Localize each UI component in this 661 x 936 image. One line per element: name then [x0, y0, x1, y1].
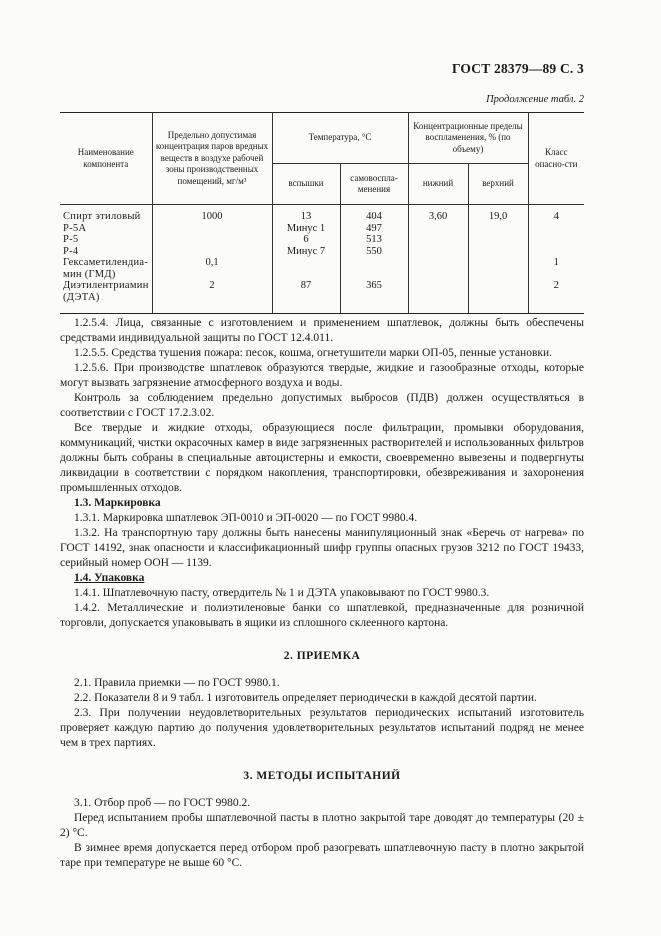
col-header-class: Класс опасно-сти: [528, 113, 584, 205]
paragraph: 2.2. Показатели 8 и 9 табл. 1 изготовитель определяет периодически в каждой десятой партии.: [74, 692, 537, 704]
table-cell-low: 3,60: [408, 205, 468, 223]
paragraph: Перед испытанием пробы шпатлевочной пасты в плотно закрытой таре доводят до температуры (20 ± 2) °С.: [60, 812, 584, 839]
table-cell-flash: Минус 7: [272, 246, 340, 258]
col-header-concentration: Концентрационные пределы воспламенения, % (по объему): [408, 113, 528, 164]
paragraph: Контроль за соблюдением предельно допустимых выбросов (ПДВ) должен осуществляться в соответствии с ГОСТ 17.2.3.02.: [60, 392, 584, 419]
table-row: [60, 257, 584, 269]
table-cell-flash: [272, 269, 340, 281]
paragraph: 2.1. Правила приемки — по ГОСТ 9980.1.: [74, 677, 280, 689]
table-cell-flash: [272, 257, 340, 269]
section-heading: 2. ПРИЕМКА: [283, 650, 361, 662]
table-cell-high: [468, 280, 528, 292]
paragraph: Все твердые и жидкие отходы, образующиеся после фильтрации, промывки оборудования, коммуникаций, чистки окрасочных камер в виде загрязненных растворителей и использованных фильтров должны быть собраны в специальные автоцистерны и емкости, своевременно вывезены и подвергнуты ликвидации в соответствии с порядком накопления, транспортировки, обезвреживания и захоронения промышленных отходов.: [60, 422, 584, 494]
table-cell-high: [468, 292, 528, 314]
table-cell-cls: 1: [528, 257, 584, 269]
col-header-selfignition: самовоспла-менения: [340, 164, 408, 205]
table-cell-cls: [528, 223, 584, 235]
table-cell-limit: [152, 292, 272, 314]
paragraph: 1.2.5.5. Средства тушения пожара: песок, кошма, огнетушители марки ОП-05, пенные установки.: [74, 347, 552, 359]
table-cell-flash: 6: [272, 234, 340, 246]
subsection-heading: 1.4. Упаковка: [74, 572, 145, 584]
col-header-lower: нижний: [408, 164, 468, 205]
paragraph: 3.1. Отбор проб — по ГОСТ 9980.2.: [74, 797, 251, 809]
table-cell-limit: 0,1: [152, 257, 272, 269]
table-cell-cls: 4: [528, 205, 584, 223]
table-cell-limit: [152, 246, 272, 258]
table-row: [60, 269, 584, 281]
table-cell-high: 19,0: [468, 205, 528, 223]
table-row: [60, 234, 584, 246]
table-cell-flash: Минус 1: [272, 223, 340, 235]
table-row: [60, 292, 584, 314]
table-cell-self: 404: [340, 205, 408, 223]
table-cell-cls: 2: [528, 280, 584, 292]
table-cell-cls: [528, 246, 584, 258]
table-cell-self: [340, 269, 408, 281]
table-cell-self: [340, 257, 408, 269]
table-cell-self: 365: [340, 280, 408, 292]
table-cell-cls: [528, 292, 584, 314]
table-continuation-label: Продолжение табл. 2: [486, 94, 584, 105]
table-cell-limit: [152, 223, 272, 235]
page-header: ГОСТ 28379—89 С. 3: [451, 61, 584, 76]
table-cell-name: Р-4: [63, 245, 79, 257]
paragraph: 1.4.1. Шпатлевочную пасту, отвердитель № 1 и ДЭТА упаковывают по ГОСТ 9980.3.: [74, 587, 490, 599]
table-cell-high: [468, 246, 528, 258]
paragraph: 1.3.1. Маркировка шпатлевок ЭП-0010 и ЭП-0020 — по ГОСТ 9980.4.: [74, 512, 418, 524]
table-cell-self: 497: [340, 223, 408, 235]
table-cell-name: Р-5А: [63, 222, 87, 234]
table-cell-low: [408, 269, 468, 281]
paragraph: 2.3. При получении неудовлетворительных результатов периодических испытаний изготовитель проверяет каждую партию до получения удовлетворительных результатов испытаний подряд не менее чем в трех партиях.: [60, 707, 584, 749]
table-cell-self: 550: [340, 246, 408, 258]
table-cell-self: 513: [340, 234, 408, 246]
table-cell-high: [468, 234, 528, 246]
table-cell-limit: [152, 269, 272, 281]
table-cell-low: [408, 223, 468, 235]
hazard-table: [60, 112, 584, 314]
table-row: [60, 246, 584, 258]
table-cell-limit: [152, 234, 272, 246]
paragraph: 1.2.5.6. При производстве шпатлевок образуются твердые, жидкие и газообразные отходы, которые могут вызвать загрязнение атмосферного воздуха и воды.: [60, 362, 584, 389]
col-header-upper: верхний: [468, 164, 528, 205]
document-body: [60, 316, 584, 871]
paragraph: В зимнее время допускается перед отбором проб разогревать шпатлевочную пасту в плотно закрытой таре при температуре не выше 60 °С.: [60, 842, 584, 869]
section-heading: 3. МЕТОДЫ ИСПЫТАНИЙ: [243, 770, 401, 782]
table-cell-name: Спирт этиловый: [63, 211, 141, 222]
col-header-limit: Предельно допустимая концентрация паров вредных веществ в воздухе рабочей зоны производственных помещений, мг/м³: [152, 113, 272, 205]
table-cell-low: [408, 257, 468, 269]
table-cell-high: [468, 223, 528, 235]
table-cell-low: [408, 246, 468, 258]
table-cell-self: [340, 292, 408, 314]
subsection-heading: 1.3. Маркировка: [74, 497, 161, 509]
col-header-temperature: Температура, °С: [272, 113, 408, 164]
table-cell-cls: [528, 269, 584, 281]
table-cell-cls: [528, 234, 584, 246]
table-cell-low: [408, 280, 468, 292]
table-cell-high: [468, 257, 528, 269]
table-cell-limit: 1000: [152, 205, 272, 223]
table-row: [60, 223, 584, 235]
table-row: [60, 205, 584, 223]
table-cell-name: мин (ГМД): [63, 268, 116, 280]
table-cell-high: [468, 269, 528, 281]
col-header-name: Наименование компонента: [60, 113, 152, 205]
table-cell-low: [408, 292, 468, 314]
table-cell-flash: 87: [272, 280, 340, 292]
table-cell-low: [408, 234, 468, 246]
paragraph: 1.3.2. На транспортную тару должны быть нанесены манипуляционный знак «Беречь от нагрева» по ГОСТ 14192, знак опасности и классификационный шифр группы опасных грузов 3212 по ГОСТ 19433, серийный номер ООН — 1139.: [60, 527, 584, 569]
table-cell-flash: 13: [272, 205, 340, 223]
table-cell-name: Диэтилентриамин: [63, 280, 149, 291]
table-row: [60, 280, 584, 292]
paragraph: 1.4.2. Металлические и полиэтиленовые банки со шпатлевкой, предназначенные для розничной торговли, допускается упаковывать в ящики из сплошного склеенного картона.: [60, 602, 584, 629]
table-cell-name: Р-5: [63, 234, 79, 245]
paragraph: 1.2.5.4. Лица, связанные с изготовлением и применением шпатлевок, должны быть обеспечены средствами индивидуальной защиты по ГОСТ 12.4.011.: [60, 317, 584, 344]
table-cell-limit: 2: [152, 280, 272, 292]
table-cell-name: Гексаметилендиа-: [63, 257, 149, 268]
table-cell-name: (ДЭТА): [60, 292, 152, 314]
table-cell-flash: [272, 292, 340, 314]
col-header-flash: вспышки: [272, 164, 340, 205]
